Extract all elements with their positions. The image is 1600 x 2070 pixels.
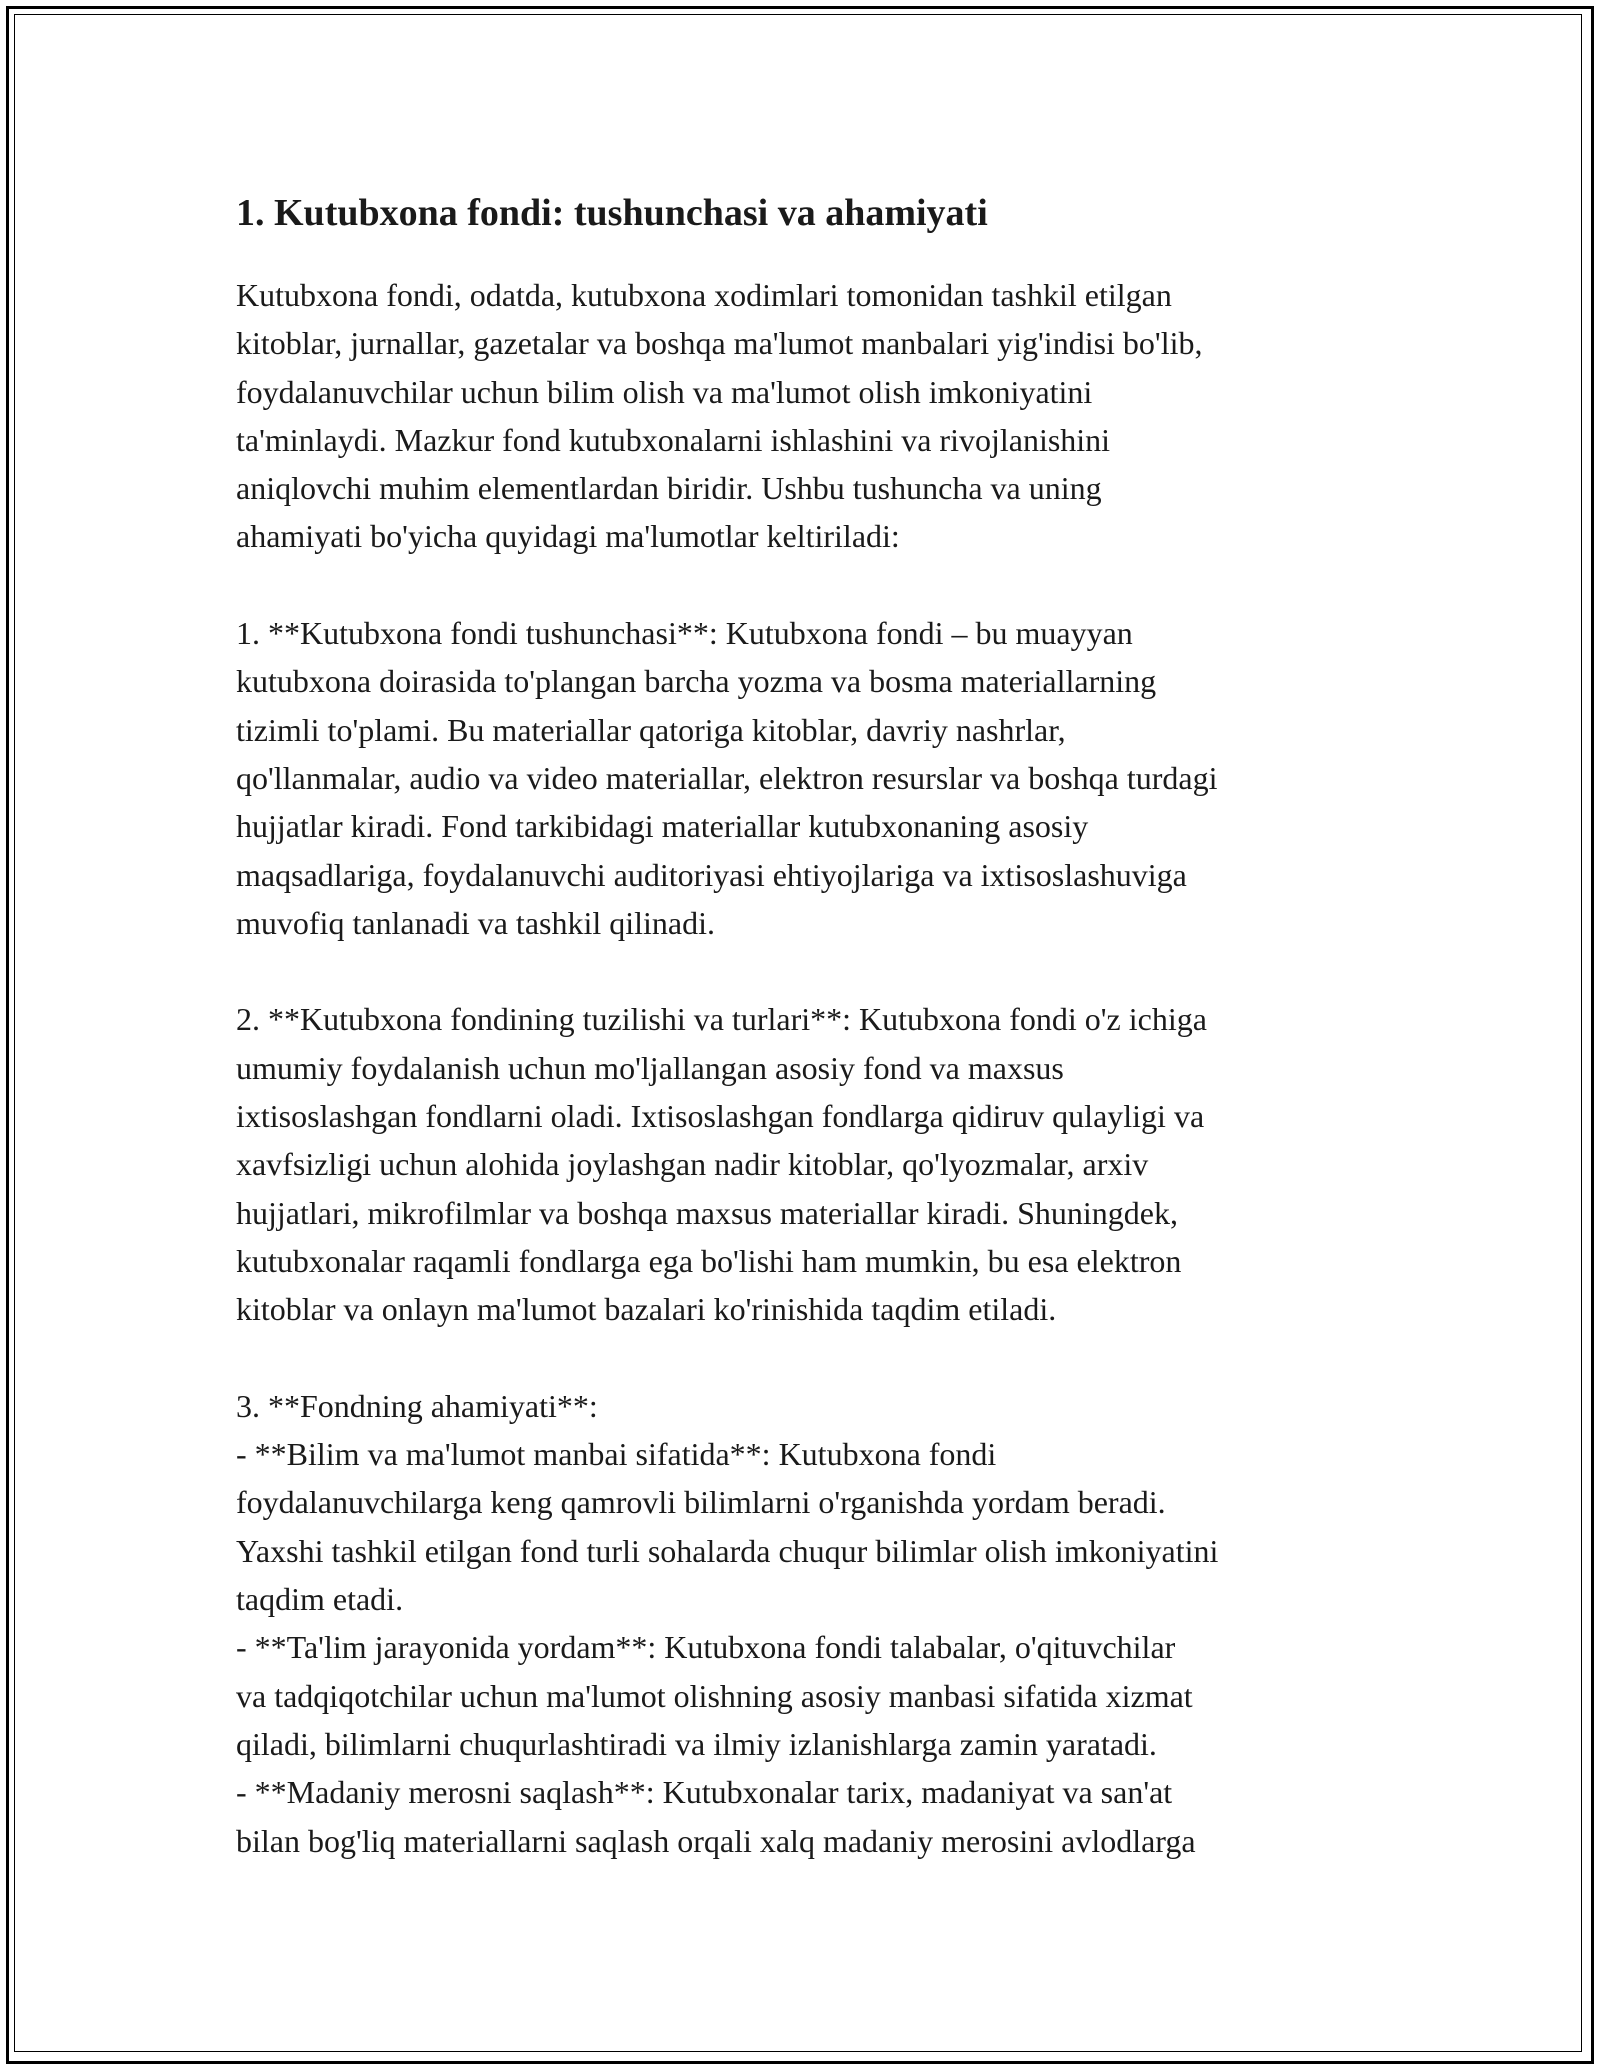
paragraph-concept: 1. **Kutubxona fondi tushunchasi**: Kutubxona fondi – bu muayyan kutubxona doirasida to'plangan barcha yozma va bosma materiallarning tizimli to'plami. Bu materiallar qatoriga kitoblar, davriy nashrlar, qo'llanmalar, audio va video materiallar, elektron resurslar va boshqa turdagi hujjatlar kiradi. Fond tarkibidagi materiallar kutubxonaning asosiy maqsadlariga, foydalanuvchi auditoriyasi ehtiyojlariga va ixtisoslashuviga muvofiq tanlanadi va tashkil qilinadi. (236, 615, 1218, 941)
paragraph-structure: 2. **Kutubxona fondining tuzilishi va turlari**: Kutubxona fondi o'z ichiga umumiy foydalanish uchun mo'ljallangan asosiy fond va maxsus ixtisoslashgan fondlarni oladi. Ixtisoslashgan fondlarga qidiruv qulayligi va xavfsizligi uchun alohida joylashgan nadir kitoblar, qo'lyozmalar, arxiv hujjatlari, mikrofilmlar va boshqa maxsus materiallar kiradi. Shuningdek, kutubxonalar raqamli fondlarga ega bo'lishi ham mumkin, bu esa elektron kitoblar va onlayn ma'lumot bazalari ko'rinishida taqdim etiladi. (236, 1001, 1207, 1328)
paragraph-importance: 3. **Fondning ahamiyati**: - **Bilim va ma'lumot manbai sifatida**: Kutubxona fondi foydalanuvchilarga keng qamrovli bilimlarni o'rganishda yordam beradi. Yaxshi tashkil etilgan fond turli sohalarda chuqur bilimlar olish imkoniyatini taqdim etadi. - **Ta'lim jarayonida yordam**: Kutubxona fondi talabalar, o'qituvchilar va tadqiqotchilar uchun ma'lumot olishning asosiy manbasi sifatida xizmat qiladi, bilimlarni chuqurlashtiradi va ilmiy izlanishlarga zamin yaratadi. - **Madaniy merosni saqlash**: Kutubxonalar tarix, madaniyat va san'at bilan bog'liq materiallarni saqlash orqali xalq madaniy merosini avlodlarga (236, 1387, 1219, 1859)
paragraph-gap (236, 1334, 1376, 1382)
paragraph-gap (236, 561, 1376, 609)
document-title: 1. Kutubxona fondi: tushunchasi va ahamiyati (236, 192, 988, 234)
paragraph-gap (236, 947, 1376, 995)
paragraph-intro: Kutubxona fondi, odatda, kutubxona xodimlari tomonidan tashkil etilgan kitoblar, jurnallar, gazetalar va boshqa ma'lumot manbalari yig'indisi bo'lib, foydalanuvchilar uchun bilim olish va ma'lumot olish imkoniyatini ta'minlaydi. Mazkur fond kutubxonalarni ishlashini va rivojlanishini aniqlovchi muhim elementlardan biridir. Ushbu tushuncha va uning ahamiyati bo'yicha quyidagi ma'lumotlar keltiriladi: (236, 277, 1203, 555)
document-body (236, 185, 1376, 1865)
